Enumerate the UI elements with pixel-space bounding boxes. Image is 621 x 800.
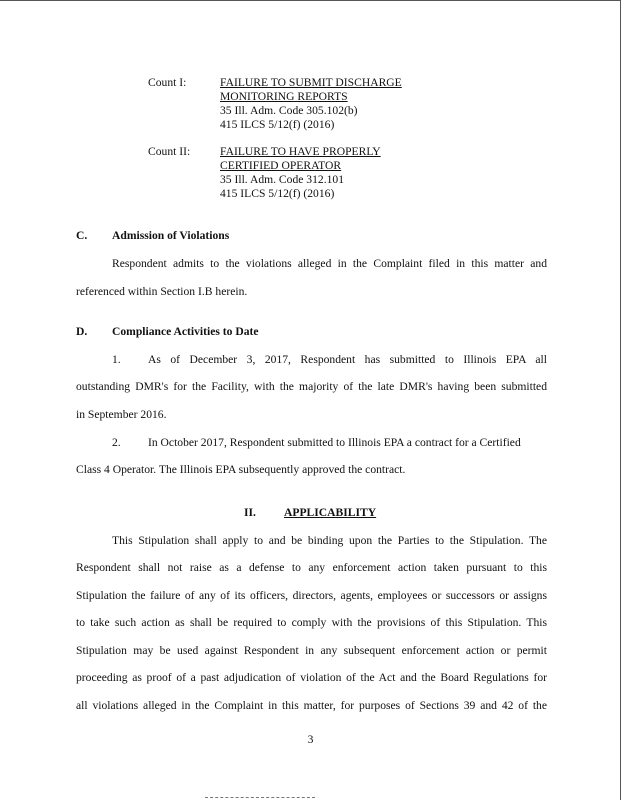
section-d-item-1-line-2: outstanding DMR's for the Facility, with the majority of the late DMR's having been submitted: [76, 380, 547, 393]
section-d-item-2-line-1: In October 2017, Respondent submitted to Illinois EPA a contract for a Certified: [148, 436, 521, 449]
section-c-line-2: referenced within Section I.B herein.: [76, 285, 248, 298]
page-edge-bottom: [205, 797, 315, 799]
count-1-citation-1: 35 Ill. Adm. Code 305.102(b): [220, 104, 358, 117]
section-d-item-2-line-2: Class 4 Operator. The Illinois EPA subsequently approved the contract.: [76, 463, 406, 476]
count-2-citation-2: 415 ILCS 5/12(f) (2016): [220, 187, 335, 200]
count-2-citation-1: 35 Ill. Adm. Code 312.101: [220, 173, 344, 186]
section-d-letter: D.: [76, 325, 88, 338]
page-number: 3: [307, 733, 314, 746]
section-c-letter: C.: [76, 229, 88, 242]
section-ii-line-5: Stipulation may be used against Respondent in any subsequent enforcement action or permit: [76, 644, 547, 657]
count-1-title-line-1: FAILURE TO SUBMIT DISCHARGE: [220, 76, 402, 89]
section-d-item-2-number: 2.: [112, 436, 121, 449]
section-ii-line-6: proceeding as proof of a past adjudication of violation of the Act and the Board Regulations for: [76, 671, 547, 684]
count-1-title-line-2: MONITORING REPORTS: [220, 90, 348, 103]
section-d-item-1-line-3: in September 2016.: [76, 408, 167, 421]
count-2-title-line-1: FAILURE TO HAVE PROPERLY: [220, 145, 381, 158]
section-ii-line-4: to take such action as shall be required to comply with the provisions of this Stipulation. This: [76, 616, 547, 629]
count-2-title-line-2: CERTIFIED OPERATOR: [220, 159, 342, 172]
page-edge-top: [0, 0, 621, 1]
section-d-heading: Compliance Activities to Date: [112, 325, 259, 338]
section-d-item-1-line-1: As of December 3, 2017, Respondent has submitted to Illinois EPA all: [148, 353, 547, 366]
count-2-label: Count II:: [148, 145, 191, 158]
section-d-item-1-number: 1.: [112, 353, 121, 366]
section-ii-numeral: II.: [244, 506, 256, 519]
section-ii-line-3: Stipulation the failure of any of its officers, directors, agents, employees or successors or assigns: [76, 589, 547, 602]
count-1-label: Count I:: [148, 76, 187, 89]
count-1-citation-2: 415 ILCS 5/12(f) (2016): [220, 118, 335, 131]
section-c-heading: Admission of Violations: [112, 229, 230, 242]
section-ii-line-2: Respondent shall not raise as a defense to any enforcement action taken pursuant to this: [76, 561, 547, 574]
section-c-line-1: Respondent admits to the violations alleged in the Complaint filed in this matter and: [112, 257, 547, 270]
section-ii-line-1: This Stipulation shall apply to and be binding upon the Parties to the Stipulation. The: [112, 534, 547, 547]
section-ii-line-7: all violations alleged in the Complaint in this matter, for purposes of Sections 39 and 42 of the: [76, 699, 547, 712]
section-ii-heading: APPLICABILITY: [284, 506, 377, 519]
